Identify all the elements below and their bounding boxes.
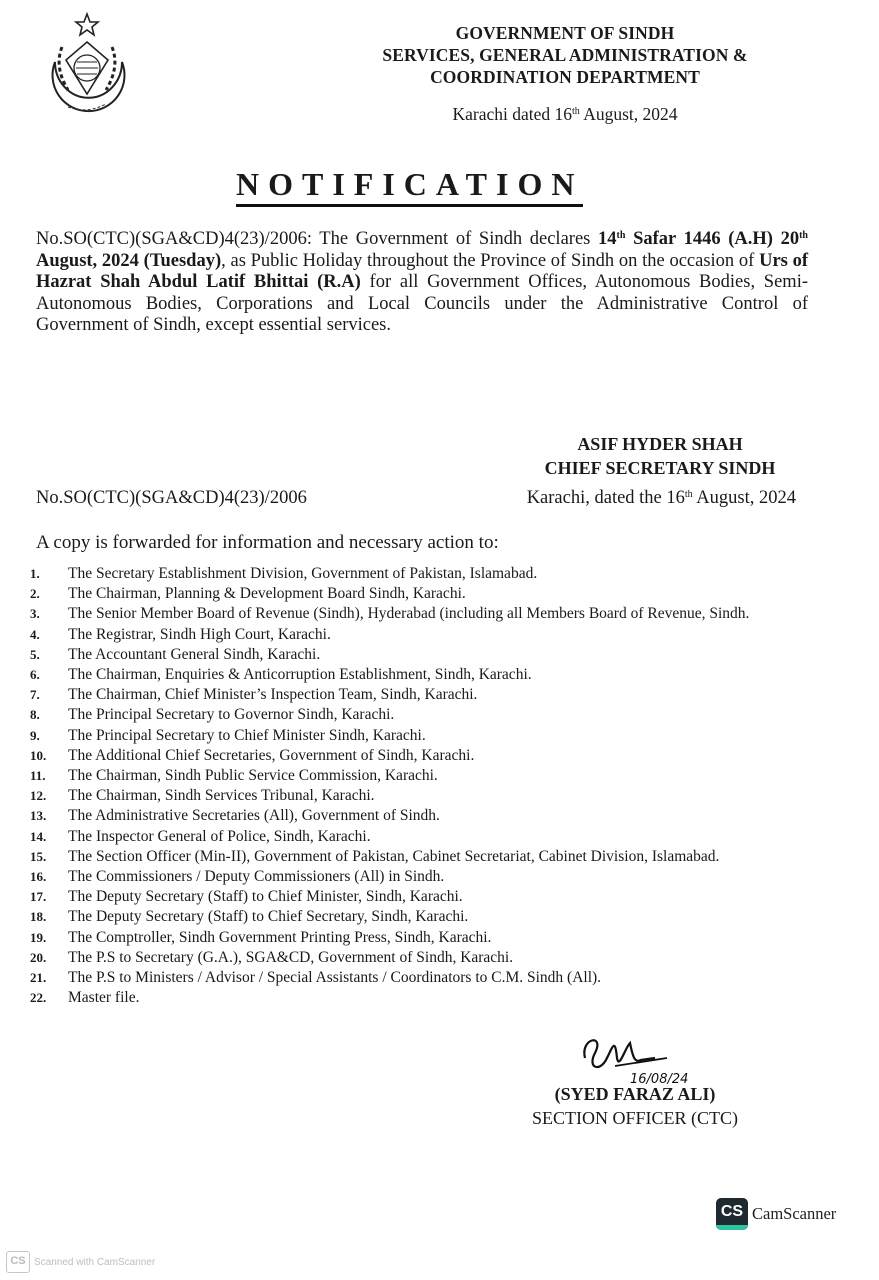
list-item: 10. The Additional Chief Secretaries, Government of Sindh, Karachi. [30,746,475,764]
svg-text:16/08/24: 16/08/24 [630,1072,689,1087]
secondary-signatory [500,1082,770,1130]
primary-signatory [470,432,850,480]
header-department-line2: COORDINATION DEPARTMENT [430,67,700,87]
list-item: 21. The P.S to Ministers / Advisor / Special Assistants / Coordinators to C.M. Sindh (All). [30,969,602,987]
list-item: 15. The Section Officer (Min-II), Government of Pakistan, Cabinet Secretariat, Cabinet Division, Islamabad. [30,847,720,865]
scanned-with-text: Scanned with CamScanner [34,1256,156,1268]
list-item: 9. The Principal Secretary to Chief Minister Sindh, Karachi. [30,726,426,744]
signatory-name: ASIF HYDER SHAH [577,434,743,454]
reference-date: Karachi, dated the 16th August, 2024 [526,488,796,508]
list-item: 19. The Comptroller, Sindh Government Printing Press, Sindh, Karachi. [30,928,492,946]
list-item: 7. The Chairman, Chief Minister’s Inspection Team, Sindh, Karachi. [30,686,478,704]
list-item: 22. Master file. [30,989,140,1007]
camscanner-logo-icon: CS [716,1198,748,1230]
department-header [330,22,800,88]
distribution-list [30,564,800,1008]
camscanner-watermark [716,1198,836,1230]
list-item: 17. The Deputy Secretary (Staff) to Chief Minister, Sindh, Karachi. [30,888,463,906]
reference-number: No.SO(CTC)(SGA&CD)4(23)/2006 [36,488,307,508]
list-item: 20. The P.S to Secretary (G.A.), SGA&CD, Government of Sindh, Karachi. [30,948,514,966]
list-item: 2. The Chairman, Planning & Development Board Sindh, Karachi. [30,585,466,603]
handwritten-signature-icon [575,1028,745,1088]
scanned-with-footer [6,1251,155,1273]
list-item: 12. The Chairman, Sindh Services Tribunal, Karachi. [30,787,375,805]
header-date: Karachi dated 16th August, 2024 [452,104,678,124]
list-item: 4. The Registrar, Sindh High Court, Karachi. [30,625,331,643]
header-department-line1: SERVICES, GENERAL ADMINISTRATION & [382,45,748,65]
notification-ref: No.SO(CTC)(SGA&CD)4(23)/2006: [36,229,312,249]
list-item: 5. The Accountant General Sindh, Karachi. [30,645,321,663]
header-government: GOVERNMENT OF SINDH [455,23,675,43]
forward-text: A copy is forwarded for information and necessary action to: [36,532,499,553]
sindh-emblem-icon [40,12,135,122]
notification-body: No.SO(CTC)(SGA&CD)4(23)/2006: The Government of Sindh declares 14th Safar 1446 (A.H) 20th August, 2024 (Tuesday), as Public Holiday throughout the Province of Sindh on the occasion of Urs of Hazrat Shah Abdul Latif Bhittai (R.A) for all Government Offices, Autonomous Bodies, Semi-Autonomous Bodies, Corporations and Local Councils under the Administrative Control of Government of Sindh, except essential services. [36,229,809,335]
list-item: 18. The Deputy Secretary (Staff) to Chief Secretary, Sindh, Karachi. [30,908,469,926]
list-item: 13. The Administrative Secretaries (All), Government of Sindh. [30,807,440,825]
list-item: 3. The Senior Member Board of Revenue (Sindh), Hyderabad (including all Members Board of Revenue, Sindh. [30,605,750,623]
reference-row [36,488,796,509]
camscanner-footer-icon: CS [6,1251,30,1273]
list-item: 14. The Inspector General of Police, Sindh, Karachi. [30,827,371,845]
section-officer-name: (SYED FARAZ ALI) [554,1084,716,1104]
camscanner-label: CamScanner [752,1204,837,1223]
list-item: 11. The Chairman, Sindh Public Service Commission, Karachi. [30,767,438,785]
occasion-name: Urs of Hazrat Shah Abdul Latif Bhittai (R.A) [36,250,809,292]
list-item: 16. The Commissioners / Deputy Commissioners (All) in Sindh. [30,868,445,886]
list-item: 8. The Principal Secretary to Governor Sindh, Karachi. [30,706,395,724]
signatory-designation: CHIEF SECRETARY SINDH [544,458,776,478]
page-title: NOTIFICATION [236,166,583,207]
list-item: 6. The Chairman, Enquiries & Anticorruption Establishment, Sindh, Karachi. [30,666,532,684]
list-item: 1. The Secretary Establishment Division, Government of Pakistan, Islamabad. [30,565,538,582]
section-officer-designation: SECTION OFFICER (CTC) [531,1108,738,1128]
